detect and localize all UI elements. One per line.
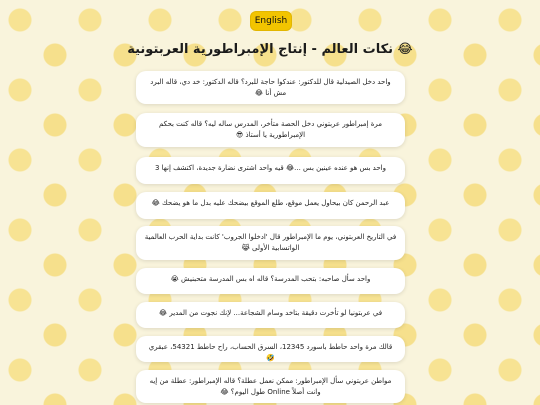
joke-text: في التاريخ العربتوني، يوم ما الإمبراطور قال 'ادخلوا الجروب' كانت بداية الحرب العالمية الواتسابية الأولى 😹: [144, 233, 397, 252]
joke-text: في عربتونيا لو تأخرت دقيقة بتاخد وسام الشجاعة... لإنك نجوت من المدير 😂: [158, 309, 383, 317]
joke-card-4: [136, 192, 405, 219]
joke-text: واحد دخل الصيدلية قال للدكتور: عندكوا حاجة للبرد؟ قاله الدكتور: خد دي، قاله البرد مش أنا 😂: [150, 78, 391, 97]
joke-card-1: [136, 71, 405, 104]
joke-text: مواطن عربتوني سأل الإمبراطور: ممكن نعمل عطلة؟ قاله الإمبراطور: عطلة من إيه وانت أصلاً Online طول اليوم؟ 😂: [149, 377, 392, 396]
joke-card-3: [136, 157, 405, 184]
joke-text: قالك مرة واحد حاطط باسورد 12345، السرق الحساب، راح حاطط 54321، عبقري 🤣: [148, 343, 393, 362]
joke-card-2: [136, 113, 405, 147]
joke-text: واحد بس هو عنده عينين بس ...😂 قيه واحد اشترى نضارة جديدة، اكتشف إنها 3: [154, 164, 386, 172]
joke-card-6: [136, 268, 405, 294]
joke-text: عبد الرحمن كان بيحاول يعمل موقع، طلع الموقع بيضحك عليه بدل ما هو يضحك 😂: [151, 199, 390, 207]
joke-card-5: [136, 226, 405, 260]
language-toggle-button[interactable]: English: [250, 11, 292, 31]
page-title: نكات العالم - إنتاج الإمبراطورية العربتونية 😂: [127, 42, 413, 57]
joke-card-9: [136, 370, 405, 403]
joke-card-7: [136, 302, 405, 328]
joke-text: واحد سأل صاحبه: بتحب المدرسة؟ قاله اه بس المدرسة متحبنيش 😭: [170, 275, 371, 283]
joke-text: مرة إمبراطور عربتوني دخل الحصة متأخر، المدرس ساله ليه؟ قاله كنت بحكم الإمبراطورية يا أستاذ 😎: [158, 120, 383, 139]
joke-card-8: [136, 336, 405, 362]
